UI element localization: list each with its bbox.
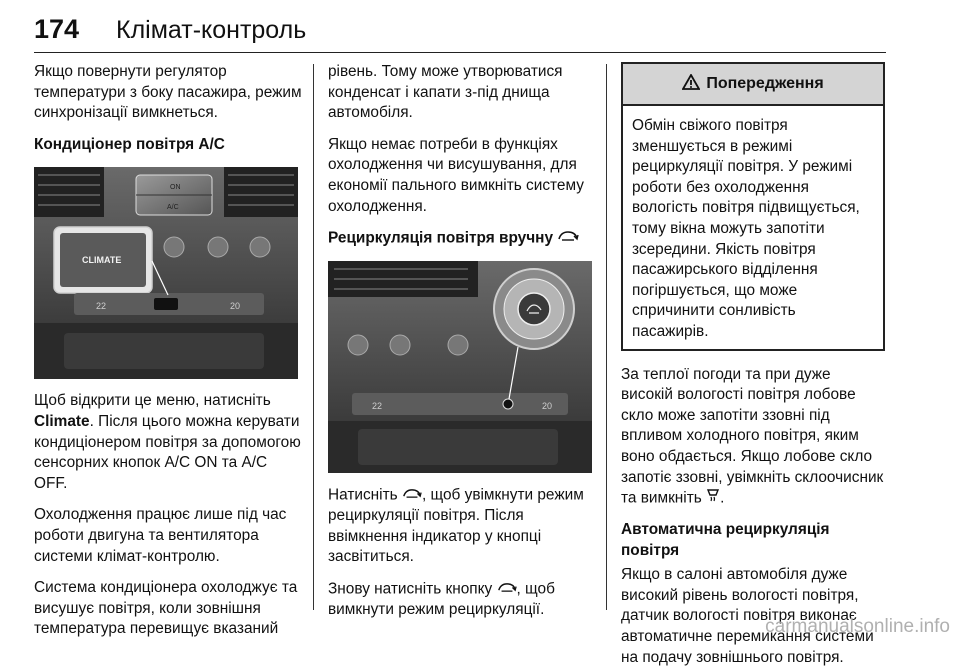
warning-triangle-icon [682,74,700,95]
paragraph: Система кондиціонера охолоджує та висушує повітря, коли зовнішня температура перевищує вказаний [34,579,298,638]
paragraph: Якщо немає потреби в функціях охолодження чи висушування, для економії пального вимкніть систему охолодження. [328,135,584,215]
windshield-defrost-icon [706,488,720,509]
paragraph: Натисніть , щоб увімкнути режим рециркуляції повітря. Після ввімкнення індикатор у кнопці засвітиться. [328,486,584,566]
warning-title: Попередження [706,75,824,92]
recirculation-icon [497,579,517,600]
paragraph: Знову натисніть кнопку , щоб вимкнути режим рециркуляції. [328,580,555,618]
page-number: 174 [34,14,80,44]
temp-left: 22 [96,301,107,312]
warning-text: Обмін свіжого повітря зменшується в режимі рециркуляції повітря. У режимі роботи без охолодження вологість повітря підвищується, тому вікна можуть запотіти зсередини. Якість повітря пасажирського відділення погіршується, що може спричинити сонливість пасажирів. [632,117,860,340]
climate-panel-illustration [34,167,298,379]
paragraph: рівень. Тому може утворюватися конденсат і капати з-під днища автомобіля. [328,63,563,122]
paragraph: Щоб відкрити це меню, натисніть Climate. Після цього можна керувати кондиціонером повітря за допомогою сенсорних кнопок A/C ON та A/C OFF. [34,392,301,492]
recirculation-icon [402,485,422,506]
screen-climate-label: CLIMATE [82,255,122,266]
temp-right: 20 [230,301,241,312]
column-divider [606,64,607,610]
button-on-label: ON [170,184,181,192]
watermark: carmanualsonline.info [765,616,950,637]
column-1 [34,62,302,640]
paragraph: Якщо повернути регулятор температури з боку пасажира, режим синхронізації вимкнеться. [34,63,302,122]
section-heading-auto-recirculation: Автоматична рециркуляція повітря [621,521,830,559]
column-3 [621,62,885,668]
recirculation-icon [557,228,579,249]
page-header [34,12,886,53]
climate-panel-photo [34,167,298,379]
section-heading-ac: Кондиціонер повітря A/C [34,135,225,153]
temp-left: 22 [372,401,383,412]
warning-header [623,64,883,106]
recirculation-panel-illustration [328,261,592,473]
page-title: Клімат-контроль [116,16,307,44]
section-heading-recirculation: Рециркуляція повітря вручну [328,228,594,249]
temp-right: 20 [542,401,553,412]
warning-body [623,106,883,349]
paragraph: За теплої погоди та при дуже високій вологості повітря лобове скло може запотіти ззовні під впливом холодного повітря, яким воно обдається. Якщо лобове скло запотіє ззовні, увімкніть склоочисник та вимкніть . [621,365,885,510]
column-divider [313,64,314,610]
warning-box [621,62,885,351]
paragraph: Охолодження працює лише під час роботи двигуна та вентилятора системи клімат-контролю. [34,506,287,565]
paragraph: Якщо в салоні автомобіля дуже високий рівень вологості повітря, датчик вологості повітря виконає автоматичне перемикання системи на подачу зовнішнього повітря. [621,566,874,666]
column-2 [328,62,594,620]
climate-keyword: Climate [34,412,90,430]
recirculation-panel-photo [328,261,592,473]
button-ac-label: A/C [167,204,179,212]
